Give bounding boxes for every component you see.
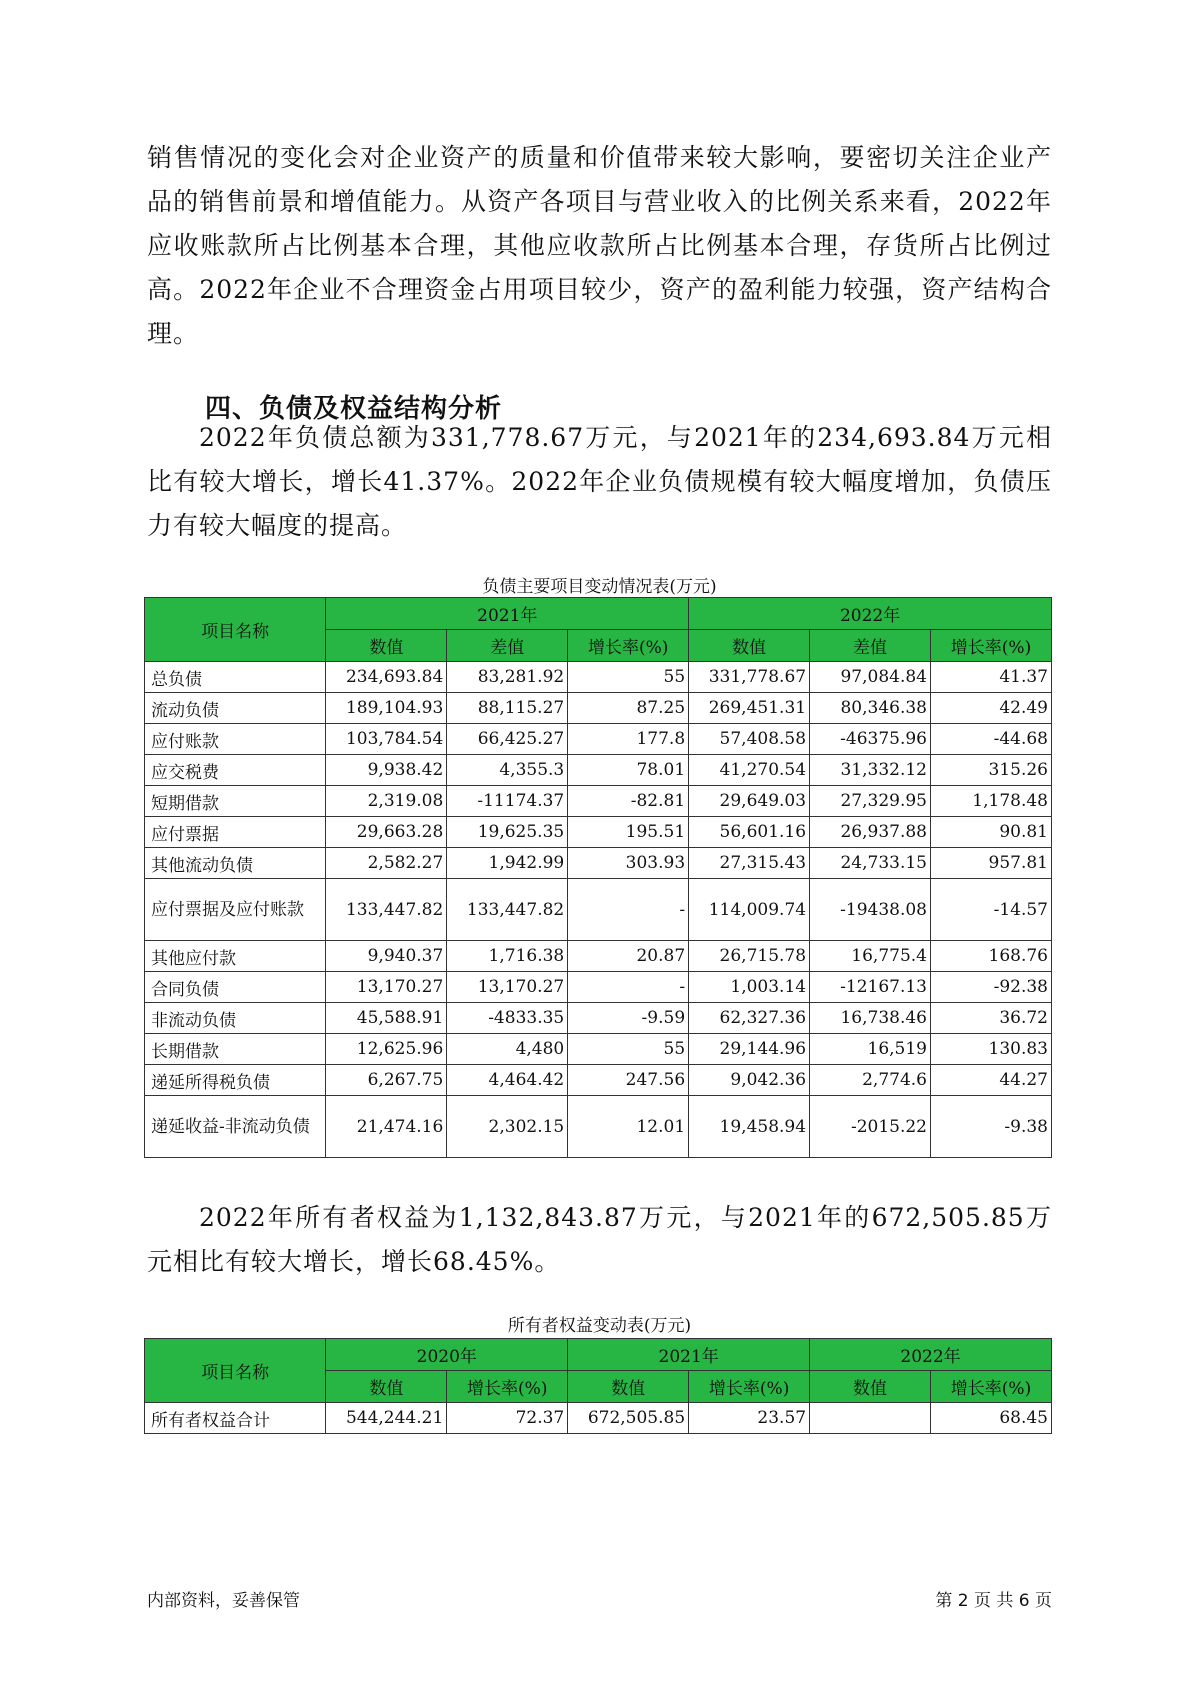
table-cell: -12167.13 — [810, 972, 931, 1003]
table-cell: 2,774.6 — [810, 1065, 931, 1096]
table-row — [145, 879, 1052, 941]
table-cell: 957.81 — [931, 848, 1052, 879]
header-item-name: 项目名称 — [145, 598, 326, 662]
table-cell: 1,178.48 — [931, 786, 1052, 817]
table-cell: 1,003.14 — [689, 972, 810, 1003]
debt-table-caption: 负债主要项目变动情况表(万元) — [482, 577, 717, 597]
subheader-diff: 差值 — [447, 630, 568, 662]
table-cell: 29,663.28 — [326, 817, 447, 848]
table-row — [145, 848, 1052, 879]
table-row — [145, 1403, 1052, 1434]
table-cell: 315.26 — [931, 755, 1052, 786]
table-cell: -19438.08 — [810, 879, 931, 941]
table-cell: 20.87 — [568, 941, 689, 972]
row-label: 流动负债 — [145, 693, 326, 724]
table-row — [145, 1065, 1052, 1096]
table-cell: 247.56 — [568, 1065, 689, 1096]
table-cell: 19,458.94 — [689, 1096, 810, 1158]
analysis-paragraph-assets: 销售情况的变化会对企业资产的质量和价值带来较大影响，要密切关注企业产品的销售前景和增值能力。从资产各项目与营业收入的比例关系来看，2022年应收账款所占比例基本合理，其他应收款所占比例基本合理，存货所占比例过高。2022年企业不合理资金占用项目较少，资产的盈利能力较强，资产结构合理。 — [147, 143, 1052, 348]
table-cell: 4,464.42 — [447, 1065, 568, 1096]
row-label: 递延收益-非流动负债 — [145, 1096, 326, 1158]
table-cell: 36.72 — [931, 1003, 1052, 1034]
table-cell: -9.59 — [568, 1003, 689, 1034]
table-cell: 12,625.96 — [326, 1034, 447, 1065]
table-cell: 303.93 — [568, 848, 689, 879]
row-label: 其他应付款 — [145, 941, 326, 972]
table-cell: - — [568, 972, 689, 1003]
subheader-value: 数值 — [326, 630, 447, 662]
table-cell: 80,346.38 — [810, 693, 931, 724]
table-cell: 44.27 — [931, 1065, 1052, 1096]
table-cell: 177.8 — [568, 724, 689, 755]
equity-table-caption: 所有者权益变动表(万元) — [507, 1316, 692, 1336]
table-cell: 168.76 — [931, 941, 1052, 972]
table-cell: 83,281.92 — [447, 662, 568, 693]
table-cell: 66,425.27 — [447, 724, 568, 755]
row-label: 总负债 — [145, 662, 326, 693]
table-cell: 42.49 — [931, 693, 1052, 724]
analysis-paragraph-equity: 2022年所有者权益为1,132,843.87万元，与2021年的672,505.85万元相比有较大增长，增长68.45%。 — [147, 1203, 1052, 1276]
row-label: 短期借款 — [145, 786, 326, 817]
table-row — [145, 972, 1052, 1003]
table-cell: -82.81 — [568, 786, 689, 817]
table-cell: -46375.96 — [810, 724, 931, 755]
table-cell: 27,315.43 — [689, 848, 810, 879]
subheader-growth: 增长率(%) — [568, 630, 689, 662]
subheader-growth: 增长率(%) — [689, 1371, 810, 1403]
table-cell: 234,693.84 — [326, 662, 447, 693]
table-cell: 2,582.27 — [326, 848, 447, 879]
table-row — [145, 662, 1052, 693]
table-cell: 9,042.36 — [689, 1065, 810, 1096]
row-label: 递延所得税负债 — [145, 1065, 326, 1096]
table-cell: 78.01 — [568, 755, 689, 786]
table-cell: 55 — [568, 1034, 689, 1065]
header-year-2022: 2022年 — [810, 1339, 1052, 1371]
header-item-name: 项目名称 — [145, 1339, 326, 1403]
table-cell: 24,733.15 — [810, 848, 931, 879]
table-cell: 23.57 — [689, 1403, 810, 1434]
table-cell: 133,447.82 — [447, 879, 568, 941]
table-row — [145, 755, 1052, 786]
table-cell: 26,937.88 — [810, 817, 931, 848]
table-cell: 29,649.03 — [689, 786, 810, 817]
table-row — [145, 817, 1052, 848]
table-cell: 41.37 — [931, 662, 1052, 693]
header-year-2021: 2021年 — [568, 1339, 810, 1371]
subheader-value: 数值 — [810, 1371, 931, 1403]
table-cell: -11174.37 — [447, 786, 568, 817]
header-year-2022: 2022年 — [689, 598, 1052, 630]
table-cell: 1,716.38 — [447, 941, 568, 972]
table-cell: 189,104.93 — [326, 693, 447, 724]
row-label: 应付票据 — [145, 817, 326, 848]
subheader-growth: 增长率(%) — [931, 630, 1052, 662]
table-row — [145, 941, 1052, 972]
table-cell: 130.83 — [931, 1034, 1052, 1065]
table-cell: 56,601.16 — [689, 817, 810, 848]
footer-page-number: 第 2 页 共 6 页 — [935, 1591, 1052, 1611]
table-cell: 16,775.4 — [810, 941, 931, 972]
table-cell: -92.38 — [931, 972, 1052, 1003]
table-cell: 29,144.96 — [689, 1034, 810, 1065]
table-cell: -2015.22 — [810, 1096, 931, 1158]
table-cell: 12.01 — [568, 1096, 689, 1158]
table-cell: 2,319.08 — [326, 786, 447, 817]
table-cell: -14.57 — [931, 879, 1052, 941]
table-cell — [810, 1403, 931, 1434]
table-cell: 26,715.78 — [689, 941, 810, 972]
debt-table — [144, 597, 1052, 1158]
row-label: 应付账款 — [145, 724, 326, 755]
table-cell: 45,588.91 — [326, 1003, 447, 1034]
table-cell: 9,938.42 — [326, 755, 447, 786]
table-cell: 1,942.99 — [447, 848, 568, 879]
table-row — [145, 724, 1052, 755]
table-cell: -4833.35 — [447, 1003, 568, 1034]
table-cell: 21,474.16 — [326, 1096, 447, 1158]
table-row — [145, 1034, 1052, 1065]
subheader-value: 数值 — [689, 630, 810, 662]
row-label: 所有者权益合计 — [145, 1403, 326, 1434]
table-cell: 68.45 — [931, 1403, 1052, 1434]
table-cell: 269,451.31 — [689, 693, 810, 724]
table-cell: 27,329.95 — [810, 786, 931, 817]
subheader-value: 数值 — [326, 1371, 447, 1403]
analysis-paragraph-debt: 2022年负债总额为331,778.67万元，与2021年的234,693.84万元相比有较大增长，增长41.37%。2022年企业负债规模有较大幅度增加，负债压力有较大幅度的提高。 — [147, 423, 1052, 540]
table-cell: - — [568, 879, 689, 941]
table-cell: -9.38 — [931, 1096, 1052, 1158]
table-cell: 13,170.27 — [447, 972, 568, 1003]
table-cell: 6,267.75 — [326, 1065, 447, 1096]
table-cell: 4,480 — [447, 1034, 568, 1065]
subheader-value: 数值 — [568, 1371, 689, 1403]
table-cell: 41,270.54 — [689, 755, 810, 786]
table-cell: 97,084.84 — [810, 662, 931, 693]
row-label: 其他流动负债 — [145, 848, 326, 879]
table-cell: 16,519 — [810, 1034, 931, 1065]
subheader-growth: 增长率(%) — [447, 1371, 568, 1403]
table-cell: 87.25 — [568, 693, 689, 724]
header-year-2021: 2021年 — [326, 598, 689, 630]
table-cell: 672,505.85 — [568, 1403, 689, 1434]
table-cell: 19,625.35 — [447, 817, 568, 848]
equity-table — [144, 1338, 1052, 1434]
table-cell: 544,244.21 — [326, 1403, 447, 1434]
table-row — [145, 693, 1052, 724]
row-label: 应交税费 — [145, 755, 326, 786]
table-row — [145, 786, 1052, 817]
table-cell: 9,940.37 — [326, 941, 447, 972]
table-cell: 57,408.58 — [689, 724, 810, 755]
table-row — [145, 1096, 1052, 1158]
header-year-2020: 2020年 — [326, 1339, 568, 1371]
table-cell: 72.37 — [447, 1403, 568, 1434]
table-cell: 31,332.12 — [810, 755, 931, 786]
table-cell: 133,447.82 — [326, 879, 447, 941]
table-cell: -44.68 — [931, 724, 1052, 755]
table-cell: 88,115.27 — [447, 693, 568, 724]
table-cell: 90.81 — [931, 817, 1052, 848]
table-cell: 62,327.36 — [689, 1003, 810, 1034]
table-cell: 195.51 — [568, 817, 689, 848]
section-heading: 四、负债及权益结构分析 — [205, 394, 503, 424]
table-cell: 4,355.3 — [447, 755, 568, 786]
row-label: 应付票据及应付账款 — [145, 879, 326, 941]
table-cell: 16,738.46 — [810, 1003, 931, 1034]
footer-confidential-note: 内部资料，妥善保管 — [147, 1591, 300, 1611]
table-cell: 331,778.67 — [689, 662, 810, 693]
subheader-diff: 差值 — [810, 630, 931, 662]
subheader-growth: 增长率(%) — [931, 1371, 1052, 1403]
table-cell: 55 — [568, 662, 689, 693]
table-cell: 2,302.15 — [447, 1096, 568, 1158]
table-row — [145, 1003, 1052, 1034]
row-label: 非流动负债 — [145, 1003, 326, 1034]
table-cell: 13,170.27 — [326, 972, 447, 1003]
row-label: 合同负债 — [145, 972, 326, 1003]
table-cell: 103,784.54 — [326, 724, 447, 755]
row-label: 长期借款 — [145, 1034, 326, 1065]
table-cell: 114,009.74 — [689, 879, 810, 941]
